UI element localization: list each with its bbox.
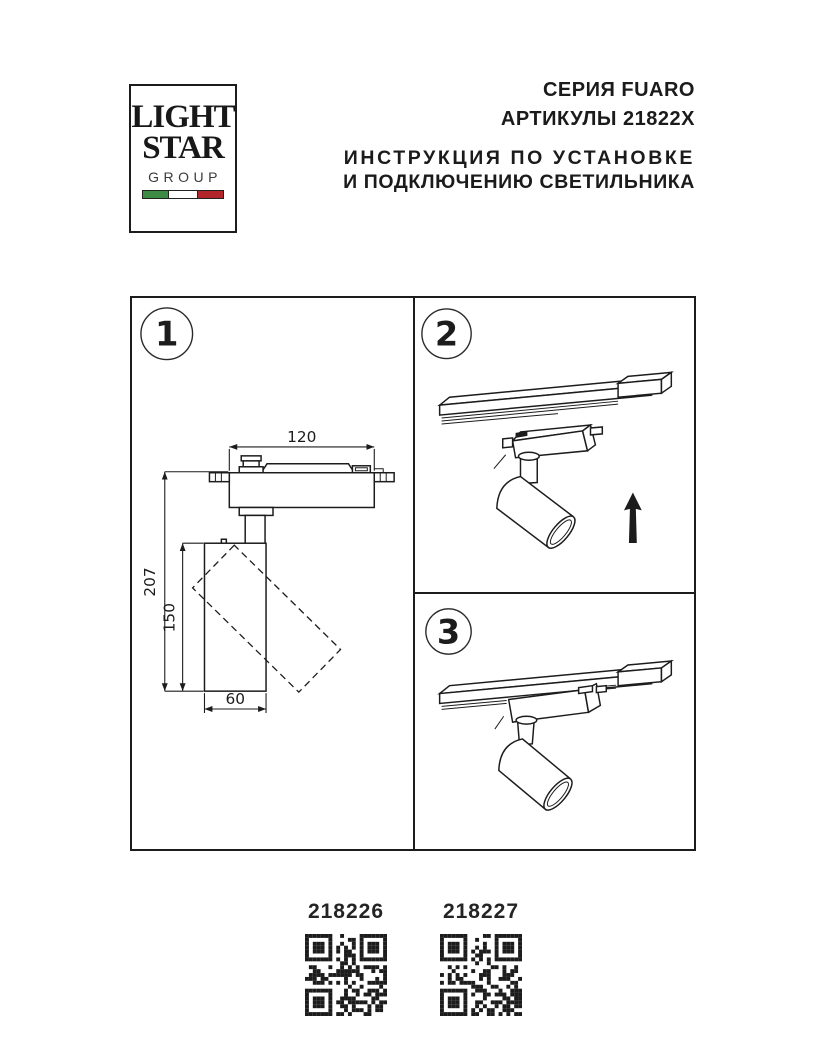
spotlight-assembly-drawing <box>494 425 602 552</box>
svg-text:1: 1 <box>155 314 179 354</box>
flag-green-segment <box>143 191 168 198</box>
insert-direction-arrow-icon <box>624 492 642 543</box>
articles-title: АРТИКУЛЫ 21822X <box>500 108 695 130</box>
svg-text:150: 150 <box>160 603 179 633</box>
article-code-2: 218227 <box>442 900 520 923</box>
panel-step3 <box>415 594 694 849</box>
steps-frame <box>130 296 696 851</box>
panel-step2-drawing <box>415 298 694 592</box>
mounted-spotlight-drawing <box>495 683 606 814</box>
spotlight-body-drawing <box>193 539 341 692</box>
flag-white-segment <box>168 191 198 198</box>
instruction-title-line1: ИНСТРУКЦИЯ ПО УСТАНОВКЕ <box>343 147 695 169</box>
italian-flag-bar <box>142 190 224 199</box>
qr-code-article-1 <box>305 934 387 1016</box>
svg-text:60: 60 <box>225 690 246 709</box>
step-number-badge-1 <box>141 308 193 360</box>
track-rail-drawing <box>440 372 672 424</box>
panel-step3-drawing <box>415 594 694 849</box>
svg-text:3: 3 <box>436 611 461 651</box>
logo-word-star: STAR <box>142 130 224 167</box>
svg-text:2: 2 <box>434 314 459 354</box>
dimension-body-height-150 <box>161 543 204 691</box>
step-number-badge-3 <box>426 608 471 653</box>
adapter-lock-knob <box>579 685 593 693</box>
svg-text:120: 120 <box>287 427 317 446</box>
qr-code-article-2 <box>440 934 522 1016</box>
series-title: СЕРИЯ FUARO <box>542 79 695 101</box>
svg-text:207: 207 <box>140 567 159 597</box>
track-adapter-drawing <box>209 456 394 543</box>
panel-step1-drawing <box>132 298 413 849</box>
flag-red-segment <box>198 191 223 198</box>
dimension-body-width-60 <box>204 690 266 713</box>
lightstar-logo <box>129 84 237 233</box>
logo-word-light: LIGHT <box>131 99 235 135</box>
step-number-badge-2 <box>422 309 471 359</box>
right-panels-column <box>415 298 694 849</box>
article-code-1: 218226 <box>307 900 385 923</box>
instruction-title-line2: И ПОДКЛЮЧЕНИЮ СВЕТИЛЬНИКА <box>343 170 695 193</box>
header-block <box>343 76 695 194</box>
panel-step2 <box>415 298 694 594</box>
panel-step1 <box>132 298 415 849</box>
logo-word-group: GROUP <box>148 168 222 185</box>
instruction-title <box>343 147 695 194</box>
